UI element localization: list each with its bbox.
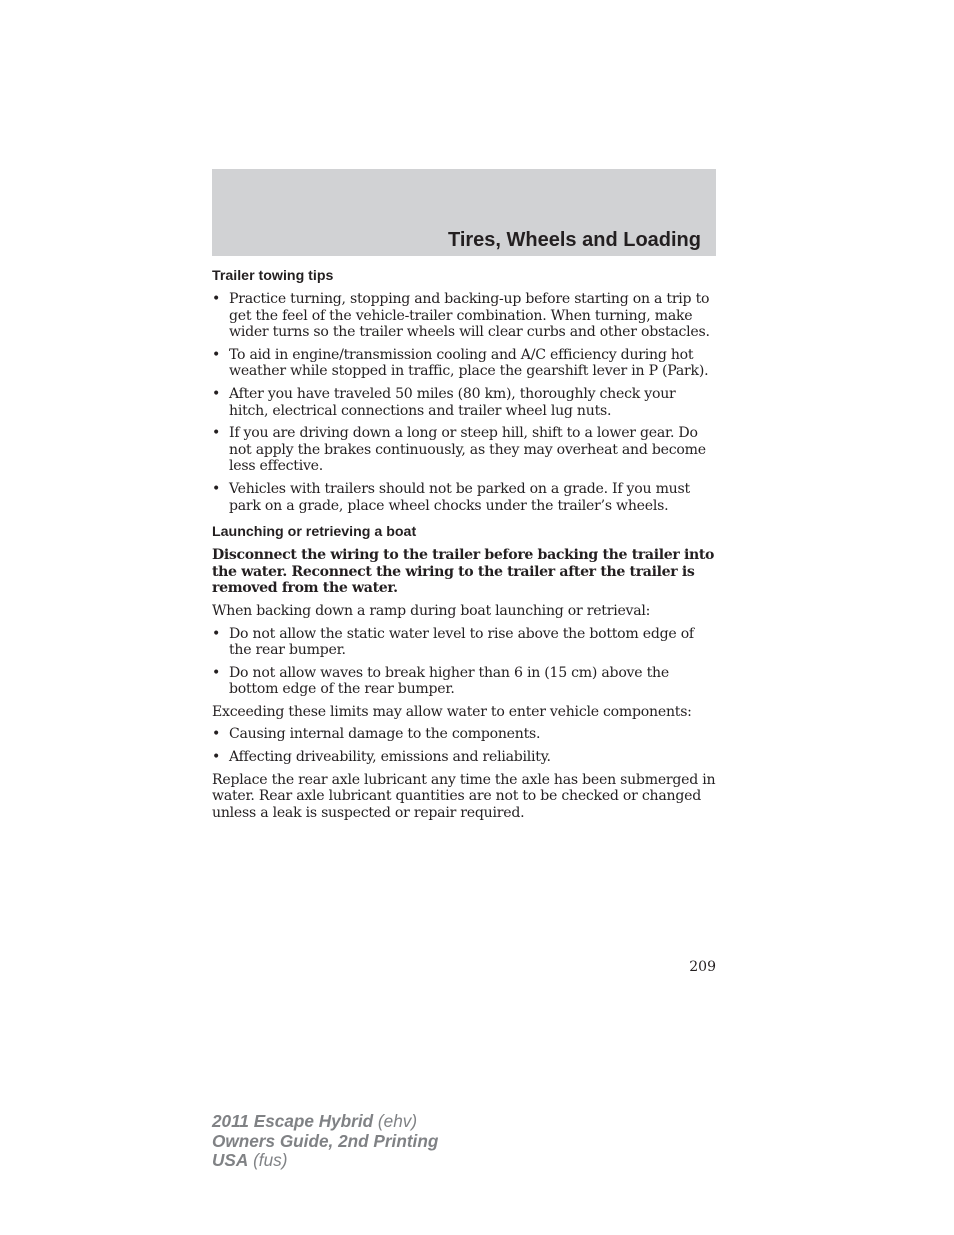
footer-region: USA <box>212 1150 249 1170</box>
footer-model: 2011 Escape Hybrid <box>212 1111 374 1131</box>
consequences-list <box>212 726 716 765</box>
list-item: • After you have traveled 50 miles (80 km), thoroughly check your hitch, electrical connections and trailer wheel lug nuts. <box>212 386 716 419</box>
paragraph-exceeding: Exceeding these limits may allow water to enter vehicle components: <box>212 703 692 720</box>
list-item: • Affecting driveability, emissions and reliability. <box>212 749 716 766</box>
list-item: • If you are driving down a long or steep hill, shift to a lower gear. Do not apply the brakes continuously, as they may overheat and become less effective. <box>212 425 716 475</box>
warning-text: Disconnect the wiring to the trailer before backing the trailer into the water. Reconnect the wiring to the trailer after the trailer is removed from the water. <box>212 547 715 597</box>
document-footer <box>212 1112 438 1171</box>
paragraph-closing: Replace the rear axle lubricant any time the axle has been submerged in water. Rear axle lubricant quantities are not to be checked or changed unless a leak is suspected or repair required. <box>212 771 716 821</box>
list-item: • Practice turning, stopping and backing-up before starting on a trip to get the feel of the vehicle-trailer combination. When turning, make wider turns so the trailer wheels will clear curbs and other obstacles. <box>212 291 716 341</box>
footer-model-code: (ehv) <box>373 1111 418 1131</box>
list-item: • Vehicles with trailers should not be parked on a grade. If you must park on a grade, place wheel chocks under the trailer’s wheels. <box>212 481 716 514</box>
page-number: 209 <box>689 959 716 975</box>
list-item: • To aid in engine/transmission cooling and A/C efficiency during hot weather while stopped in traffic, place the gearshift lever in P (Park). <box>212 347 716 380</box>
page-content <box>212 268 716 827</box>
subheading-trailer-towing-tips: Trailer towing tips <box>212 268 334 284</box>
list-item: • Do not allow waves to break higher than 6 in (15 cm) above the bottom edge of the rear bumper. <box>212 665 716 698</box>
footer-line-model <box>212 1112 438 1132</box>
footer-line-guide: Owners Guide, 2nd Printing <box>212 1130 439 1151</box>
list-item: • Causing internal damage to the components. <box>212 726 716 743</box>
list-item: • Do not allow the static water level to rise above the bottom edge of the rear bumper. <box>212 626 716 659</box>
section-title: Tires, Wheels and Loading <box>447 229 701 251</box>
footer-line-region <box>212 1151 438 1171</box>
paragraph-intro: When backing down a ramp during boat launching or retrieval: <box>212 602 651 619</box>
footer-region-code: (fus) <box>248 1150 288 1170</box>
subheading-boat-launching: Launching or retrieving a boat <box>212 524 417 541</box>
section-header-band <box>212 169 716 256</box>
towing-tips-list <box>212 291 716 514</box>
ramp-rules-list <box>212 626 716 698</box>
